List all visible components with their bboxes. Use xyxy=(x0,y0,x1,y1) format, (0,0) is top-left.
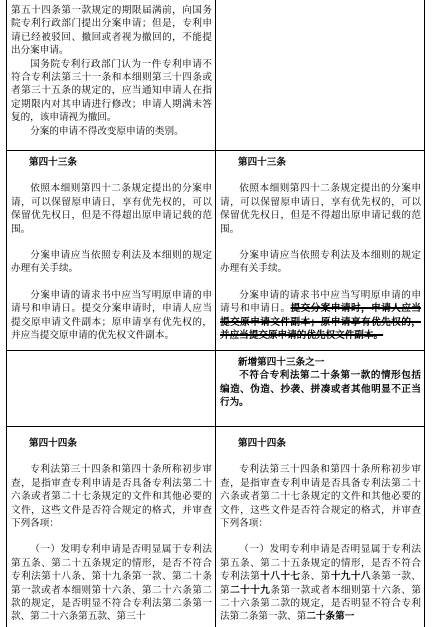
new-article-title: 新增第四十三条之一 xyxy=(238,357,325,368)
edited-text: 十八十七 xyxy=(260,571,301,583)
deleted-text: 提交分案申请时，申请人应当提交原申请文件副本；原申请享有优先权的，并应当提交原申请的优先权文件副本。 xyxy=(220,303,422,342)
row-divider-2 xyxy=(6,350,425,351)
plain-text: 条第一款或者本细则第十六条、第二十六条第二款的规定，是否明显不符合专利法第二条第一款、第 xyxy=(220,584,422,623)
row2-right-cell xyxy=(220,156,421,342)
row2-left-cell xyxy=(11,156,212,342)
table-column-divider xyxy=(215,0,216,627)
edited-text: 二十十九 xyxy=(230,584,271,596)
paragraph: 专利法第三十四条和第四十条所称初步审查，是指审查专利申请是否具备专利法第二十六条或者第二十七条规定的文件和其他必要的文件，这些文件是否符合规定的格式，并审查下列各项： xyxy=(11,464,212,530)
paragraph-with-edits xyxy=(220,543,421,623)
paragraph: 国务院专利行政部门认为一件专利申请不符合专利法第三十一条和本细则第三十四条或者第三十五条的规定的，应当通知申请人在指定期限内对其申请进行修改；申请人期满未答复的，该申请视为撤回。 xyxy=(11,58,212,124)
edited-text: 十九十八 xyxy=(330,571,372,583)
plain-text: 分案申请的请求书中应当写明原申请的申请号和申请日。 xyxy=(220,289,421,315)
paragraph: 依照本细则第四十二条规定提出的分案申请，可以保留原申请日，享有优先权的，可以保留优先权日，但是不得超出原申请记载的范围。 xyxy=(220,183,421,235)
paragraph: 专利法第三十四条和第四十条所称初步审查，是指审查专利申请是否具备专利法第二十六条或者第二十七条规定的文件和其他必要的文件，这些文件是否符合规定的格式，并审查下列各项： xyxy=(220,464,421,530)
article-title: 第四十三条 xyxy=(238,157,286,168)
plain-text: （一）发明专利申请是否明显属于专利法第五条、第二十五条规定的情形，是否不符合专利法第 xyxy=(220,544,421,583)
paragraph: 第五十四条第一款规定的期限届满前，向国务院专利行政部门提出分案申请；但是，专利申请已经被驳回、撤回或者视为撤回的，不能提出分案申请。 xyxy=(11,5,212,57)
row-divider-1 xyxy=(6,150,425,151)
paragraph: 分案的申请不得改变原申请的类别。 xyxy=(30,125,184,137)
paragraph-with-deletion xyxy=(220,289,421,343)
plain-text: 条、第 xyxy=(300,571,331,583)
table-border-left xyxy=(6,0,7,627)
article-title: 第四十四条 xyxy=(29,438,77,449)
row4-left-cell xyxy=(11,437,212,624)
table-border-right xyxy=(424,0,425,627)
article-title: 第四十三条 xyxy=(29,157,77,168)
paragraph: （一）发明专利申请是否明显属于专利法第五条、第二十五条规定的情形，是否不符合专利法第十八条、第十九条第一款、第二十条第一款或者本细则第十六条、第二十六条第二款的规定，是否明显不符合专利法第二条第一款、第二十六条第五款、第三十 xyxy=(11,544,212,623)
paragraph: 分案申请的请求书中应当写明原申请的申请号和申请日。提交分案申请时，申请人应当提交原申请文件副本；原申请享有优先权的，并应当提交原申请的优先权文件副本。 xyxy=(11,289,212,342)
paragraph: 依照本细则第四十二条规定提出的分案申请，可以保留原申请日，享有优先权的，可以保留优先权日，但是不得超出原申请记载的范围。 xyxy=(11,183,212,235)
row4-right-cell xyxy=(220,437,421,624)
new-article-text: 不符合专利法第二十条第一款的情形包括编造、伪造、抄袭、拼凑或者其他明显不正当行为。 xyxy=(220,370,421,409)
row3-right-cell xyxy=(220,356,421,410)
row-divider-3 xyxy=(6,426,425,427)
paragraph: 分案申请应当依照专利法及本细则的规定办理有关手续。 xyxy=(220,250,421,275)
edited-text: 二十条第一 xyxy=(306,611,355,623)
document-table xyxy=(6,0,425,627)
plain-text: 条第一款、第 xyxy=(220,571,422,596)
paragraph: 分案申请应当依照专利法及本细则的规定办理有关手续。 xyxy=(11,250,212,275)
row1-left-cell xyxy=(11,4,212,138)
article-title: 第四十四条 xyxy=(238,438,286,449)
